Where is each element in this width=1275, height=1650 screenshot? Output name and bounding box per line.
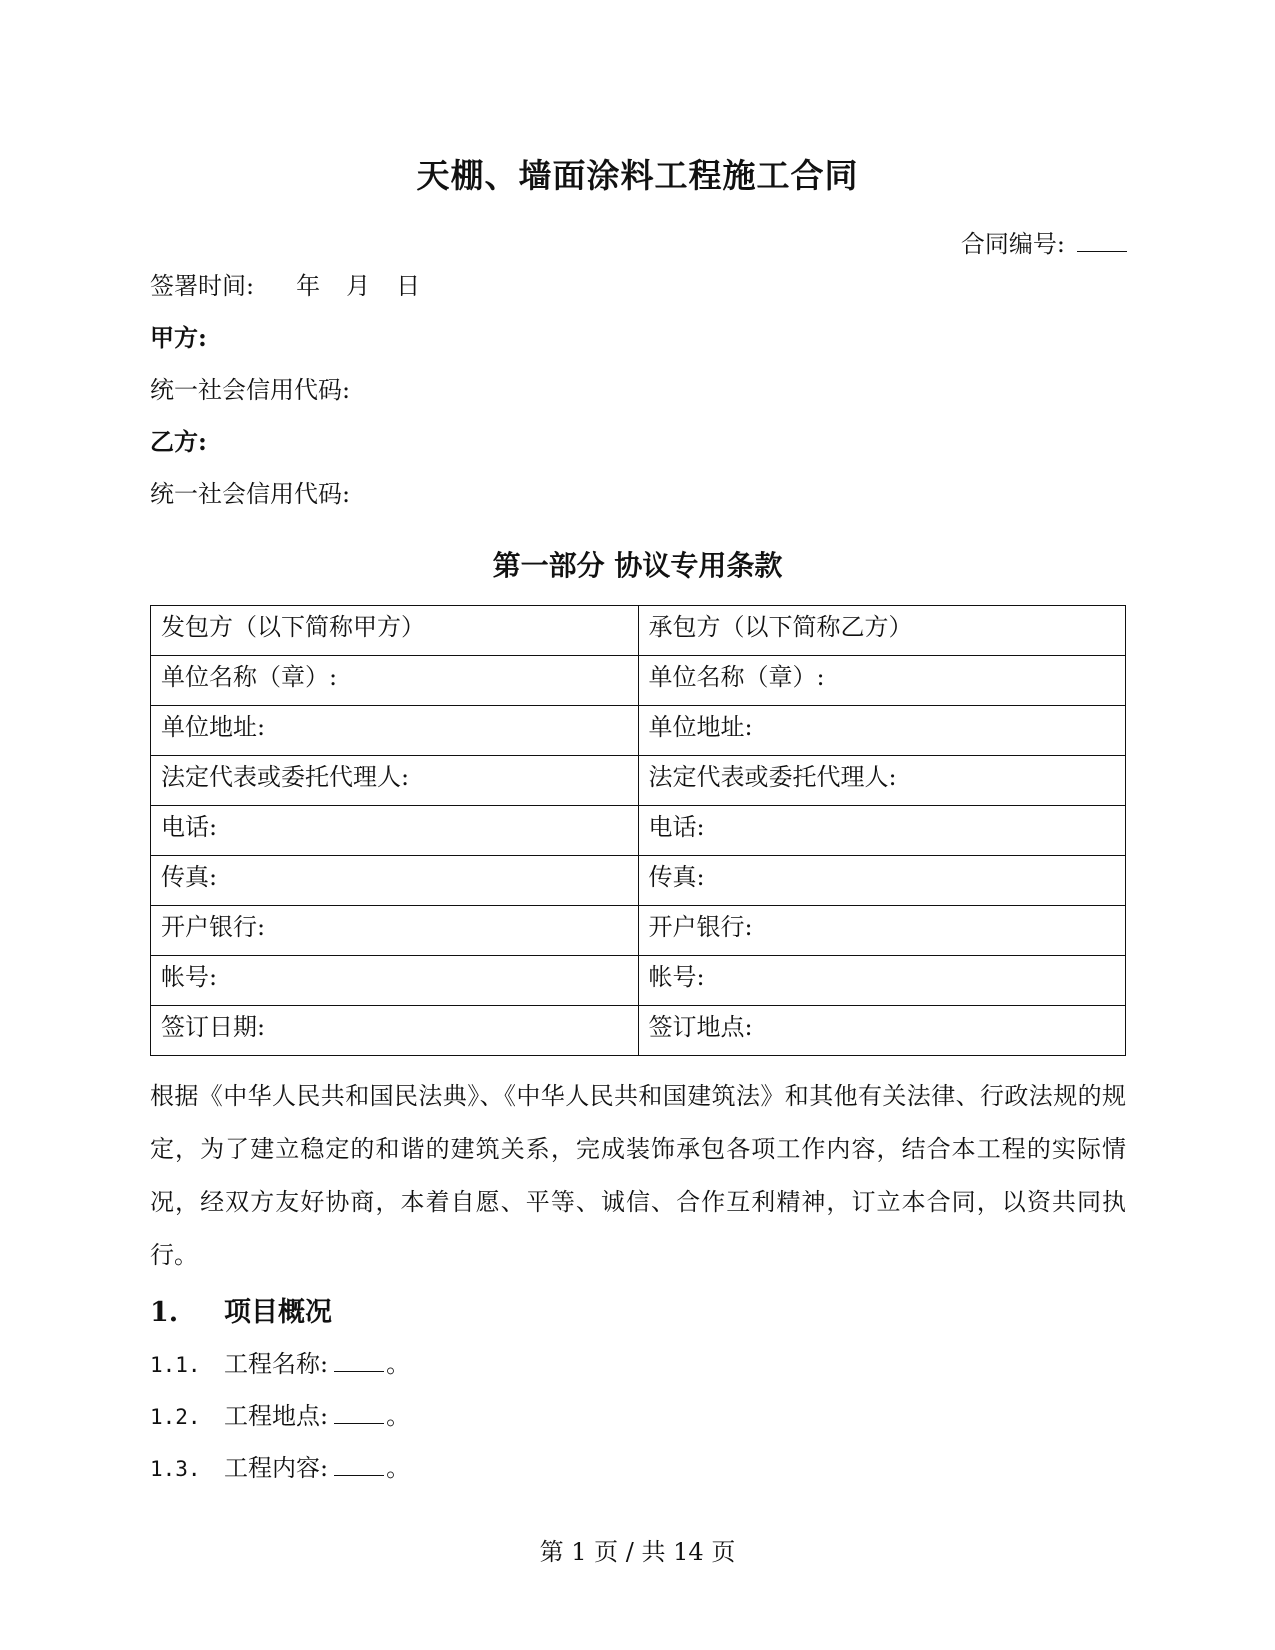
table-row	[151, 906, 1126, 956]
table-row	[151, 706, 1126, 756]
item-blank	[334, 1349, 384, 1372]
table-row	[151, 806, 1126, 856]
item-label: 工程名称:	[224, 1350, 329, 1378]
parties-table	[150, 605, 1126, 1056]
table-cell: 电话:	[638, 806, 1126, 856]
item-label: 工程内容:	[224, 1454, 329, 1482]
item-end: 。	[386, 1402, 411, 1430]
party-b-credit-code: 统一社会信用代码:	[150, 480, 351, 508]
item-number: 1.1.	[150, 1353, 201, 1377]
table-row	[151, 756, 1126, 806]
sign-time-line	[150, 266, 420, 301]
party-b-label: 乙方:	[150, 427, 207, 456]
table-cell: 帐号:	[151, 956, 639, 1006]
intro-paragraph: 根据《中华人民共和国民法典》、《中华人民共和国建筑法》和其他有关法律、行政法规的规定，为了建立稳定的和谐的建筑关系，完成装饰承包各项工作内容，结合本工程的实际情况，经双方友好协商，本着自愿、平等、诚信、合作互利精神，订立本合同，以资共同执行。	[150, 1082, 1126, 1269]
contract-number-blank	[1077, 229, 1127, 252]
year-label: 年	[296, 272, 321, 300]
item-blank	[334, 1453, 384, 1476]
table-row	[151, 1006, 1126, 1056]
list-item	[150, 1344, 410, 1379]
table-row	[151, 656, 1126, 706]
table-cell: 单位地址:	[151, 706, 639, 756]
project-heading-number: 1.	[150, 1297, 179, 1328]
month-label: 月	[346, 272, 371, 300]
item-label: 工程地点:	[224, 1402, 329, 1430]
table-cell: 签订日期:	[151, 1006, 639, 1056]
table-cell: 传真:	[151, 856, 639, 906]
table-cell: 签订地点:	[638, 1006, 1126, 1056]
day-label: 日	[396, 272, 421, 300]
table-cell: 开户银行:	[638, 906, 1126, 956]
table-cell: 电话:	[151, 806, 639, 856]
contract-number	[961, 224, 1127, 259]
contract-number-label: 合同编号:	[960, 230, 1065, 258]
item-blank	[334, 1401, 384, 1424]
document-title: 天棚、墙面涂料工程施工合同	[416, 156, 859, 195]
table-cell: 帐号:	[638, 956, 1126, 1006]
table-cell: 法定代表或委托代理人:	[638, 756, 1126, 806]
project-heading-text: 项目概况	[224, 1297, 332, 1328]
table-cell: 发包方（以下简称甲方）	[151, 606, 639, 656]
page-footer: 第 1 页 / 共 14 页	[539, 1538, 736, 1566]
table-row	[151, 606, 1126, 656]
section-title: 第一部分 协议专用条款	[492, 549, 783, 582]
table-cell: 传真:	[638, 856, 1126, 906]
item-number: 1.3.	[150, 1457, 201, 1481]
table-cell: 承包方（以下简称乙方）	[638, 606, 1126, 656]
party-a-label: 甲方:	[150, 323, 207, 352]
sign-time-label: 签署时间:	[150, 272, 255, 300]
party-a-credit-code: 统一社会信用代码:	[150, 376, 351, 404]
item-number: 1.2.	[150, 1405, 201, 1429]
table-cell: 开户银行:	[151, 906, 639, 956]
item-end: 。	[386, 1350, 411, 1378]
table-cell: 法定代表或委托代理人:	[151, 756, 639, 806]
table-cell: 单位名称（章）:	[638, 656, 1126, 706]
list-item	[150, 1448, 410, 1483]
project-heading	[150, 1290, 332, 1329]
table-cell: 单位名称（章）:	[151, 656, 639, 706]
table-cell: 单位地址:	[638, 706, 1126, 756]
list-item	[150, 1396, 410, 1431]
item-end: 。	[386, 1454, 411, 1482]
table-row	[151, 956, 1126, 1006]
table-row	[151, 856, 1126, 906]
